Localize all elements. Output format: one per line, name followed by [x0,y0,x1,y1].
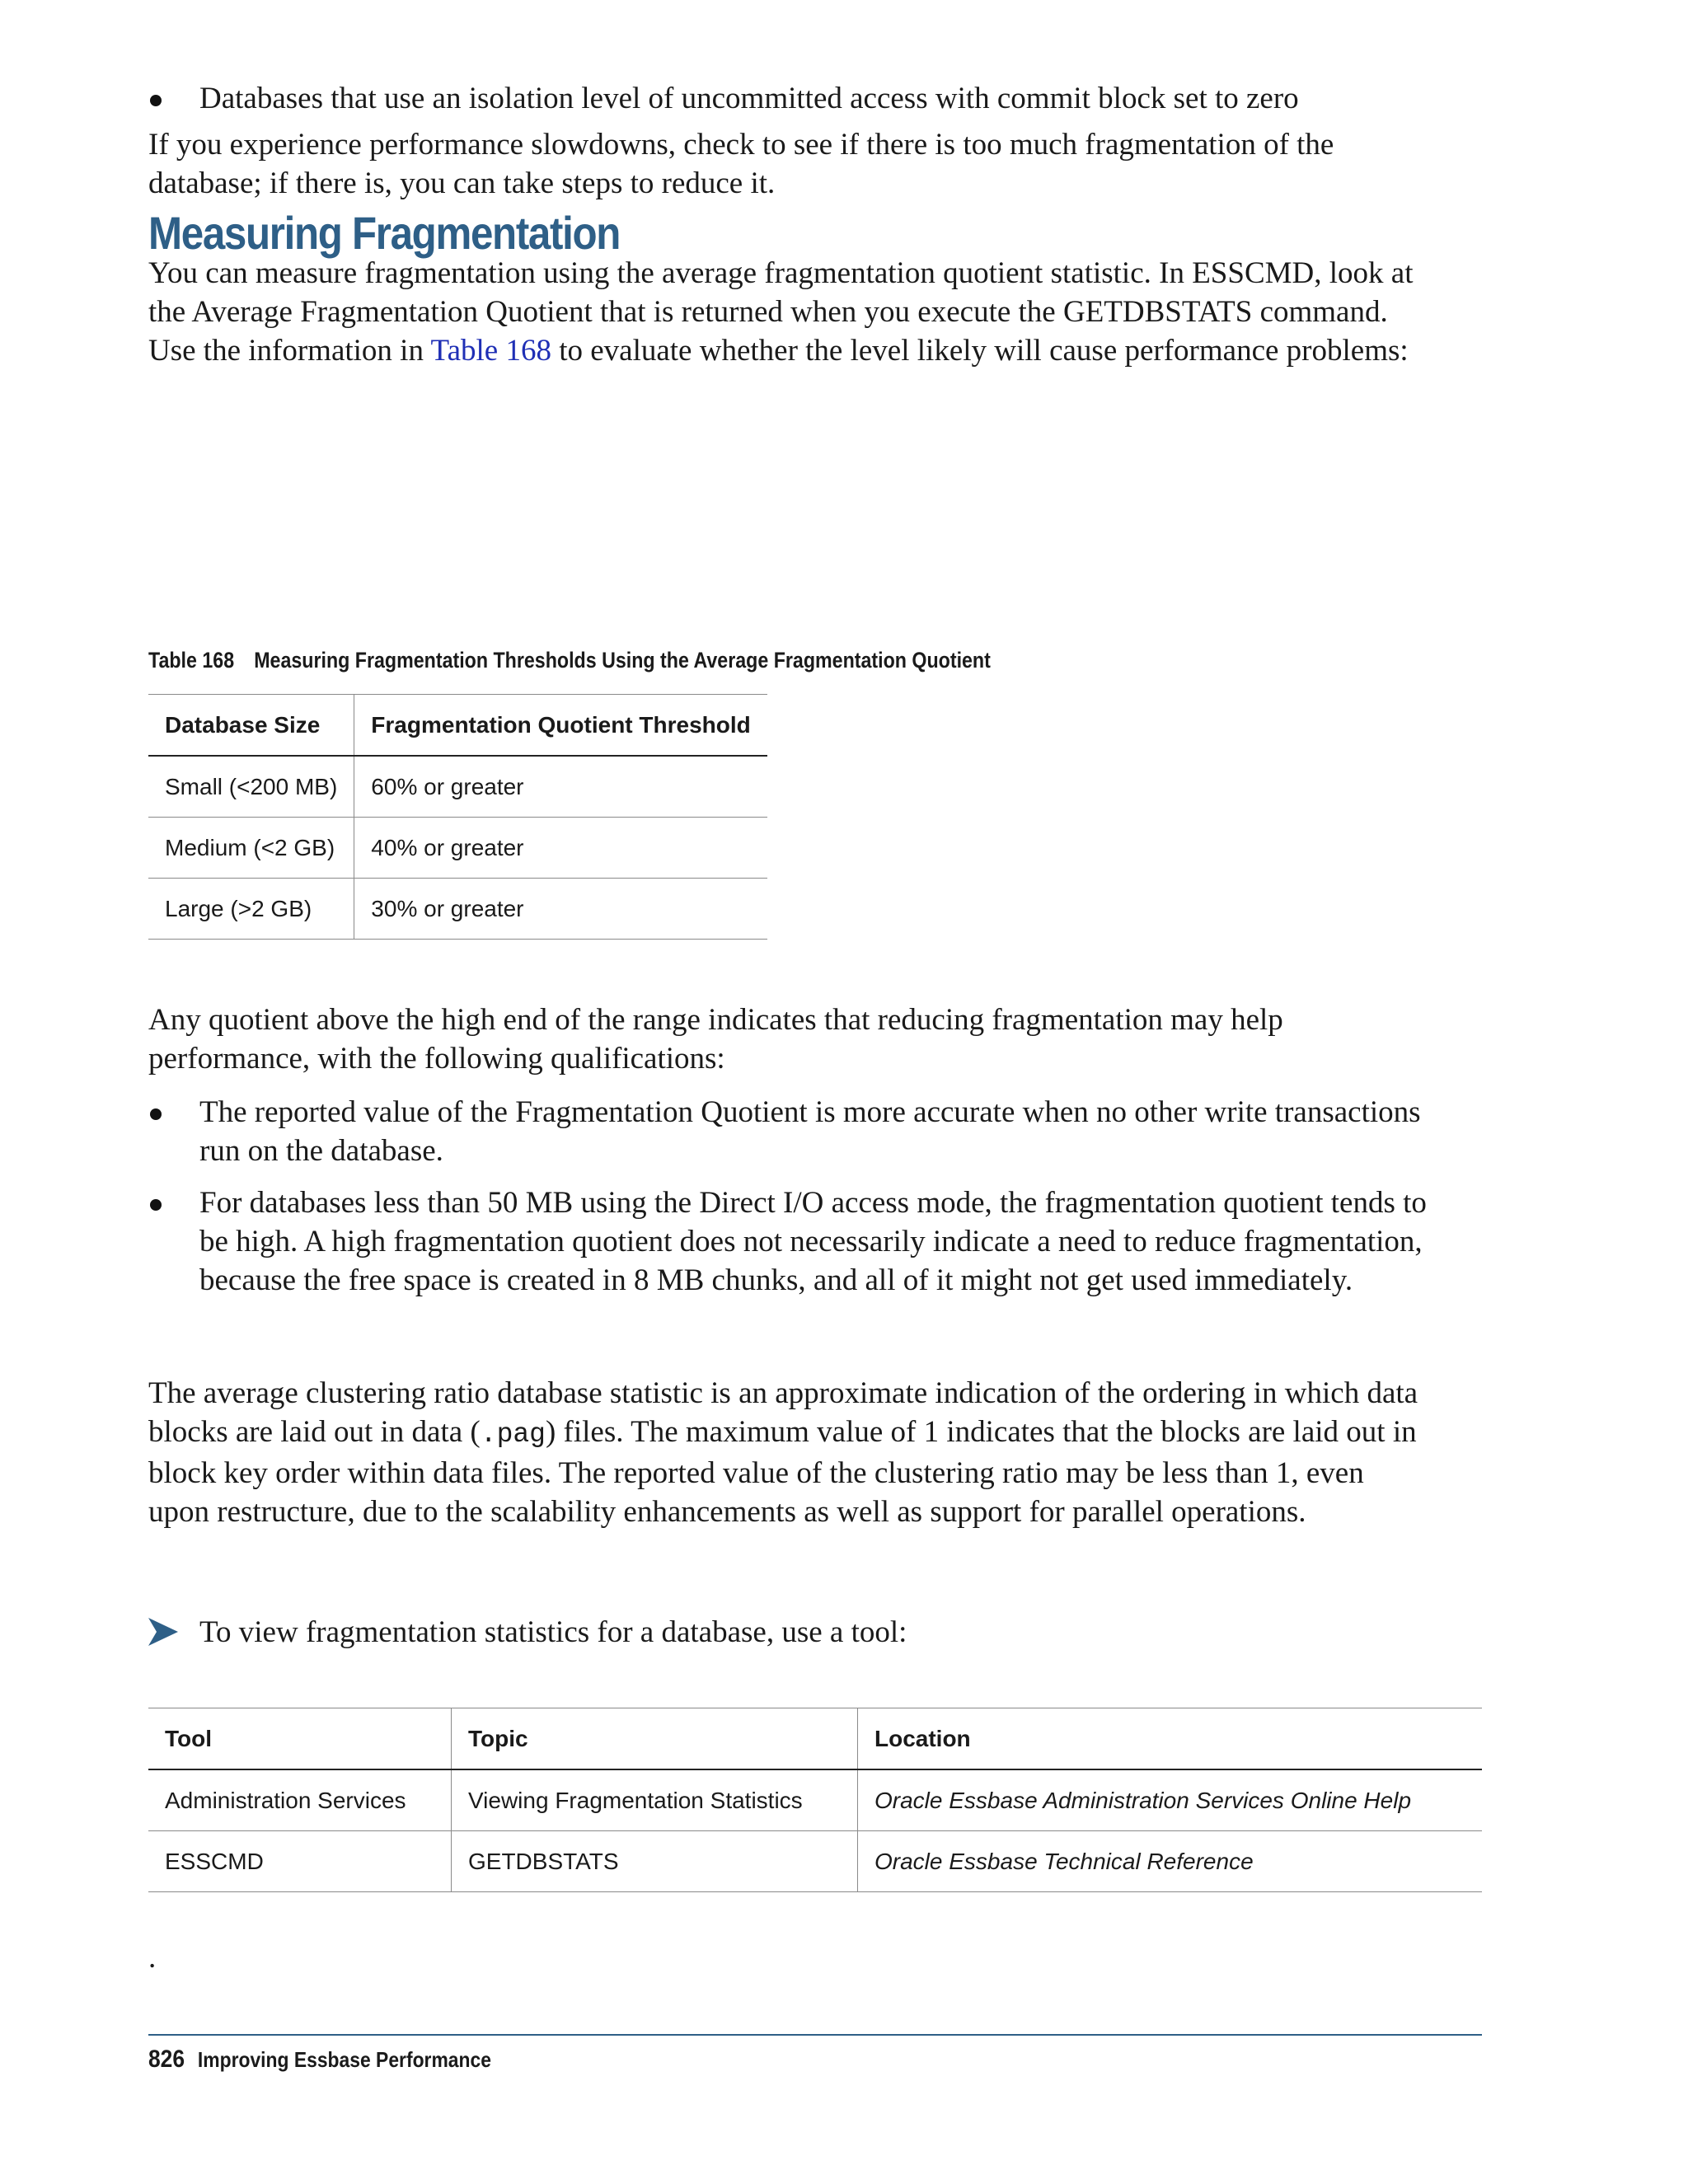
cell-threshold: 60% or greater [371,773,524,799]
measure-paragraph [148,254,1422,370]
page-footer [148,2046,491,2074]
cell-threshold: 40% or greater [371,834,524,860]
table-row [148,1769,1482,1831]
table-row [148,756,767,818]
footer-title: Improving Essbase Performance [197,2047,491,2072]
cell-tool: Administration Services [148,1769,452,1831]
qualification-text: For databases less than 50 MB using the Direct I/O access mode, the fragmentation quotient tends to be high. A high fragmentation quotient does not necessarily indicate a need to reduce fragmentation, because the free space is created in 8 MB chunks, and all of it might not get used immediately. [199,1186,1427,1297]
table-168-number: Table 168 [148,648,235,673]
header-database-size: Database Size [148,695,354,757]
clustering-paragraph [148,1374,1426,1531]
cell-database-size: Medium (<2 GB) [148,818,354,879]
fragmentation-threshold-table [148,694,767,940]
table-row [148,879,767,940]
stray-period: . [148,1941,157,1975]
cell-tool: ESSCMD [148,1831,452,1892]
cell-location: Oracle Essbase Administration Services Online Help [874,1787,1412,1813]
cell-threshold: 30% or greater [371,895,524,921]
cell-database-size: Small (<200 MB) [148,756,354,818]
measure-text-end: to evaluate whether the level likely will cause performance problems: [551,334,1409,368]
tools-table [148,1708,1482,1892]
bullet-icon [150,95,162,106]
table-168-title: Measuring Fragmentation Thresholds Using the Average Fragmentation Quotient [254,648,991,673]
measure-text-start: You can measure fragmentation using the average fragmentation quotient statistic. In ESSCMD, look at the Average Fragmentation Quotient that is returned when you execute the GETDBSTATS command. Use the information in [148,256,1414,368]
header-topic: Topic [452,1708,858,1770]
table-168-caption [148,648,991,673]
procedure-step [148,1613,907,1652]
table-168-link[interactable]: Table 168 [430,334,551,368]
bullet-icon [150,1108,162,1120]
pag-extension-code: .pag [480,1419,546,1450]
bullet-icon [150,1199,162,1211]
header-tool: Tool [148,1708,452,1770]
cell-database-size: Large (>2 GB) [148,879,354,940]
section-heading: Measuring Fragmentation [148,207,621,259]
header-location: Location [874,1725,971,1751]
qualification-text: The reported value of the Fragmentation Quotient is more accurate when no other write transactions run on the database. [199,1095,1421,1168]
clustering-text-end: ) files. The maximum value of 1 indicates that the blocks are laid out in block key order within data files. The reported value of the clustering ratio may be less than 1, even upon restructure, due to the scalability enhancements as well as support for parallel operations. [148,1415,1417,1529]
clustering-text-start: The average clustering ratio database statistic is an approximate indication of the ordering in which data blocks are laid out in data ( [148,1376,1418,1449]
page-number: 826 [148,2046,185,2073]
cell-topic: Viewing Fragmentation Statistics [452,1769,858,1831]
table-header-row [148,695,767,757]
table-row [148,1831,1482,1892]
header-quotient-threshold: Fragmentation Quotient Threshold [371,711,751,738]
quotient-paragraph: Any quotient above the high end of the range indicates that reducing fragmentation may help performance, with the following qualifications: [148,1003,1283,1076]
intro-bullet-text: Databases that use an isolation level of uncommitted access with commit block set to zero [199,82,1299,115]
qualification-item [148,1093,1452,1170]
table-header-row [148,1708,1482,1770]
intro-bullet-item [148,79,1452,118]
table-row [148,818,767,879]
arrow-right-icon [148,1618,178,1646]
cell-location: Oracle Essbase Technical Reference [874,1848,1254,1874]
footer-rule [148,2034,1482,2036]
procedure-step-text: To view fragmentation statistics for a database, use a tool: [199,1615,907,1649]
qualification-item [148,1183,1436,1300]
cell-topic: GETDBSTATS [452,1831,858,1892]
intro-paragraph: If you experience performance slowdowns, check to see if there is too much fragmentation of the database; if there is, you can take steps to reduce it. [148,128,1334,200]
